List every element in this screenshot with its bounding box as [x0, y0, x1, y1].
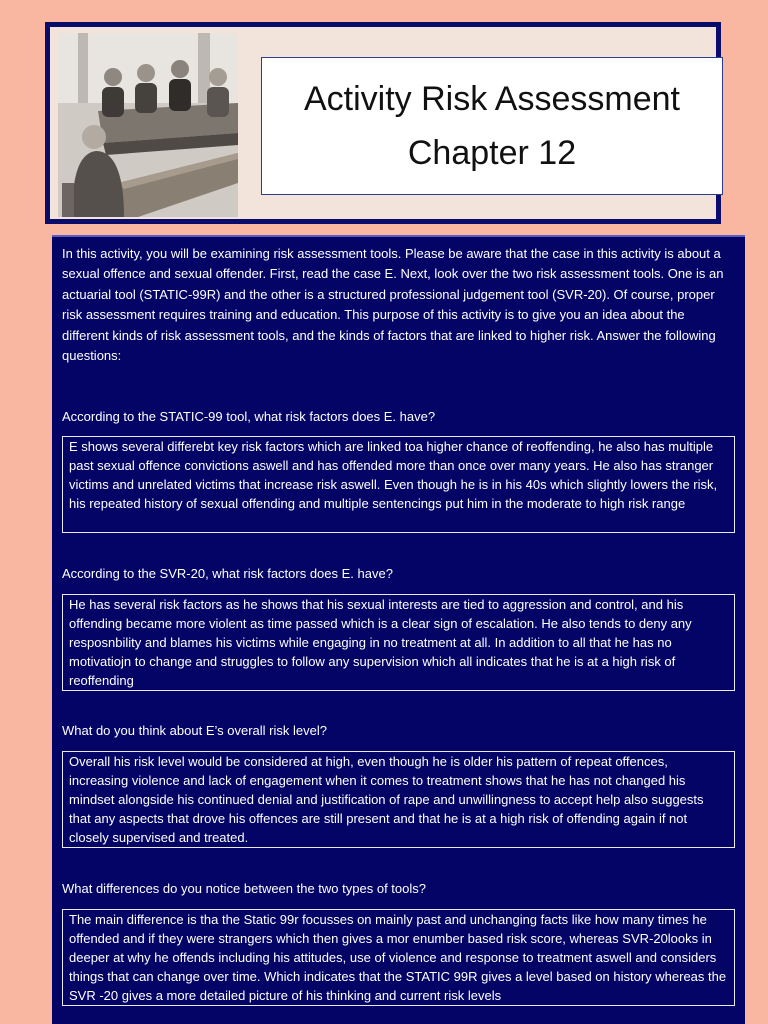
courtroom-illustration-icon [58, 33, 238, 217]
title-line-1: Activity Risk Assessment [304, 80, 680, 118]
activity-panel [52, 235, 745, 1024]
page-title [261, 57, 723, 195]
answer-box-2[interactable]: He has several risk factors as he shows that his sexual interests are tied to aggression and control, and his offending became more violent as time passed which is a clear sign of escalation. He also tends to deny any resposnbility and blames his victims while engaging in no treatment at all. In addition to all that he has no motivatiojn to change and struggles to follow any supervision which all indicates that he is at a high risk of reoffending [62, 594, 735, 691]
question-2: According to the SVR-20, what risk factors does E. have? [62, 566, 393, 581]
title-line-2: Chapter 12 [407, 134, 577, 172]
answer-box-1[interactable]: E shows several differebt key risk factors which are linked toa higher chance of reoffending, he also has multiple past sexual offence convictions aswell and has offended more than once over many years. He also has stranger victims and unrelated victims that increase risk aswell. Even though he is in his 40s which slightly lowers the risk, his repeated history of sexual offending and multiple sentencings put him in the moderate to high risk range [62, 436, 735, 533]
question-3: What do you think about E’s overall risk level? [62, 723, 327, 738]
question-1: According to the STATIC-99 tool, what risk factors does E. have? [62, 409, 436, 424]
answer-box-3[interactable]: Overall his risk level would be considered at high, even though he is older his pattern of repeat offences, increasing violence and lack of engagement when it comes to treatment shows that he has not changed his mindset alongside his continued denial and justification of rape and unwillingness to accept help also suggests that any aspects that drove his offences are still present and that he is at a high risk of offending again if not closely supervised and treated. [62, 751, 735, 848]
question-4: What differences do you notice between the two types of tools? [62, 881, 426, 896]
header-banner [45, 22, 721, 224]
answer-box-4[interactable]: The main difference is tha the Static 99r focusses on mainly past and unchanging facts like how many times he offended and if they were strangers which then gives a mor enumber based risk score, whereas SVR-20looks in deeper at why he offends including his attitudes, use of violence and response to treatment aswell and considers things that can change over time. Which indicates that the STATIC 99R gives a level based on history whereas the SVR -20 gives a more detailed picture of his thinking and current risk levels [62, 909, 735, 1006]
intro-text: In this activity, you will be examining risk assessment tools. Please be aware that the case in this activity is about a sexual offence and sexual offender. First, read the case E. Next, look over the two risk assessment tools. One is an actuarial tool (STATIC-99R) and the other is a structured professional judgement tool (SVR-20). Of course, proper risk assessment requires training and education. This purpose of this activity is to give you an idea about the different kinds of risk assessment tools, and the kinds of factors that are linked to higher risk. Answer the following questions: [62, 246, 724, 364]
courtroom-illustration [58, 33, 238, 217]
